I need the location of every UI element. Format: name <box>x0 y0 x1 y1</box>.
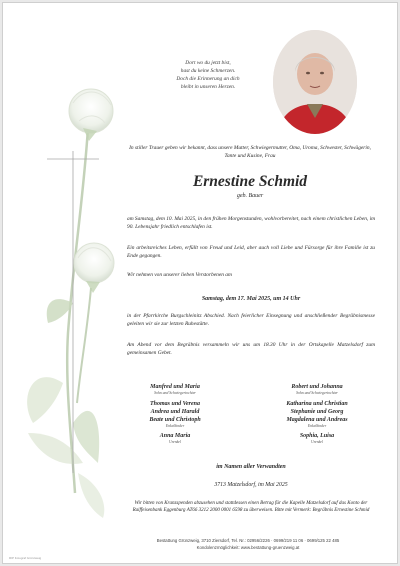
mourner-names: Katharina und Christian <box>286 401 348 407</box>
mourner-names: Thomas und Verena <box>149 401 200 407</box>
church-text: in der Pfarrkirche Burgschleinitz Abschied. Nach feierlicher Einsegnung und anschließender Begräbnismesse geleiten wir sie zur letzten Ruhestätte. <box>127 313 375 327</box>
portrait-photo <box>273 30 357 134</box>
farewell-intro: Wir nehmen von unserer lieben Verstorbenen am <box>127 272 232 278</box>
mourner-role: Enkelkinder <box>307 424 327 428</box>
photo-credit: RIP Fotograf Grünzweig <box>9 556 42 560</box>
mourner-names: Beate und Christoph <box>149 417 201 423</box>
mourner-names: Anna Maria <box>159 433 191 439</box>
place-date: 3713 Matzelsdorf, im Mai 2025 <box>214 482 288 488</box>
life-text: Ein arbeitsreiches Leben, erfüllt von Freud und Leid, aber auch voll Liebe und Fürsorge für ihre Familie ist zu Ende gegangen. <box>127 245 375 259</box>
relatives-line: im Namen aller Verwandten <box>216 464 286 470</box>
poem-line: hast du keine Schmerzen. <box>180 68 236 74</box>
rose-decoration <box>3 3 133 563</box>
footer-website[interactable]: Kondolenzmöglichkeit: www.bestattung-gruenzweig.at <box>196 544 300 550</box>
death-text: am Samstag, dem 10. Mai 2025, in den frühen Morgenstunden, wohlvorbereitet, nach einem christlichen Leben, im 90. Lebensjahr friedlich entschlafen ist. <box>127 216 375 230</box>
footer-contact: Bestattung Grünzweig, 3710 Ziersdorf, Tel. Nr.: 02956/2226 · 0699/219 11 06 · 0699/125 22 485 <box>156 538 340 543</box>
mourner-names: Robert und Johanna <box>291 384 343 390</box>
mourner-role: Enkelkinder <box>165 424 185 428</box>
mourner-role: Urenkel <box>168 440 182 444</box>
mourner-names: Stephanie und Georg <box>290 409 344 415</box>
maiden-name: geb. Bauer <box>236 193 264 199</box>
evening-text: Am Abend vor dem Begräbnis versammeln wir uns um 18.30 Uhr in der Ortskapelle Matzelsdorf zum gemeinsamen Gebet. <box>127 342 375 356</box>
mourner-role: Sohn und Schwiegertochter <box>296 391 338 395</box>
obituary-page <box>2 2 398 564</box>
mourner-names: Sophia, Luisa <box>299 433 335 439</box>
mourners-right <box>257 383 377 445</box>
mourners-left <box>115 383 235 445</box>
mourner-names: Andrea und Harald <box>150 409 200 415</box>
poem-line: bleibt in unseren Herzen. <box>180 84 236 90</box>
poem-line: Dort wo du jetzt bist, <box>185 60 231 66</box>
mourner-role: Urenkel <box>310 440 324 444</box>
footer <box>113 538 383 551</box>
mourner-role: Sohn und Schwiegertochter <box>154 391 196 395</box>
mourner-names: Manfred und Maria <box>150 384 200 390</box>
mourner-names: Magdalena und Andreas <box>286 417 348 423</box>
donation-text: Wir bitten von Kranzspenden abzusehen und stattdessen einen Betrag für die Kapelle Matzelsdorf auf das Konto der Raiffeisenbank Eggenburg AT66 3212 2000 0001 6598 zu überweisen. Bitte mit Vermerk: Begräbnis Ernestine Schmid <box>132 501 370 513</box>
poem <box>143 59 273 91</box>
intro-text: In stiller Trauer geben wir bekannt, dass unsere Mutter, Schwiegermutter, Oma, Uroma, Schwester, Schwägerin, Tante und Kusine, Frau <box>129 145 371 159</box>
deceased-name: Ernestine Schmid <box>192 173 308 190</box>
funeral-date: Samstag, dem 17. Mai 2025, um 14 Uhr <box>201 296 301 302</box>
poem-line: Doch die Erinnerung an dich <box>176 76 240 82</box>
